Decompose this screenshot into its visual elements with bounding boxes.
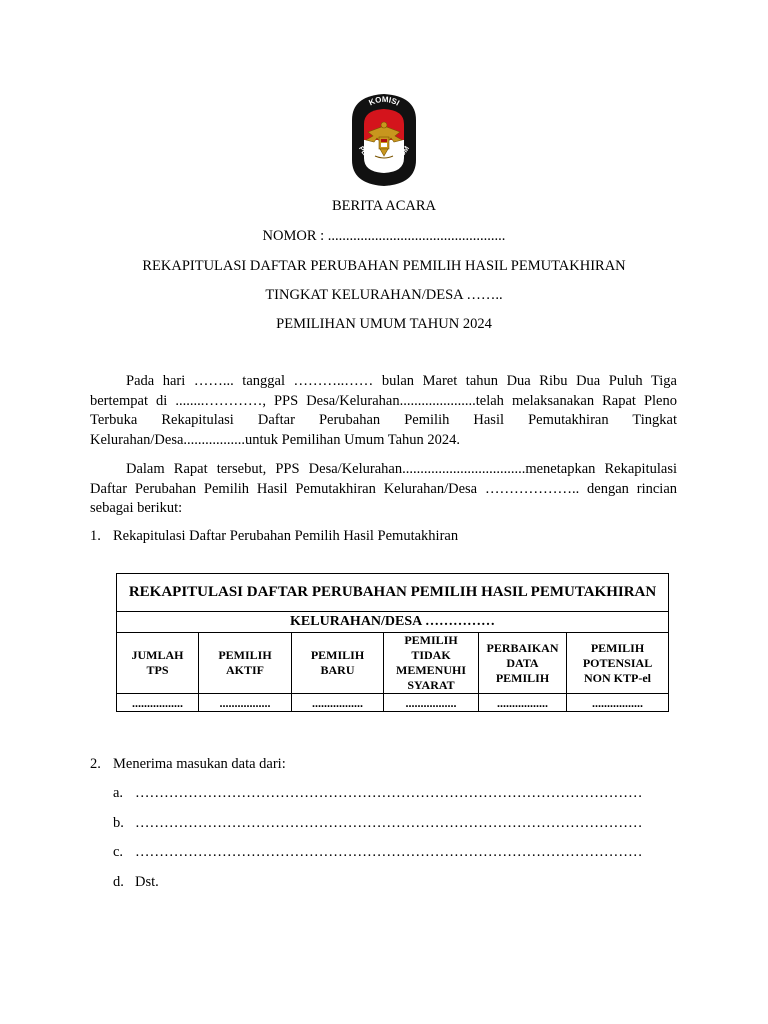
sub-item-b: b. ……………………………………………………………………………………………	[113, 815, 643, 831]
sub-item-a: a. ……………………………………………………………………………………………	[113, 785, 643, 801]
table-cell: .................	[479, 694, 567, 712]
column-header-pemilih-tms: PEMILIH TIDAK MEMENUHI SYARAT	[384, 633, 479, 694]
kpu-logo	[344, 90, 424, 190]
table-header-row	[117, 633, 669, 694]
doc-heading-line-1: REKAPITULASI DAFTAR PERUBAHAN PEMILIH HASIL PEMUTAKHIRAN	[142, 258, 626, 274]
paragraph-meeting	[90, 460, 677, 519]
list-item-1	[90, 527, 458, 546]
doc-heading-line-3: PEMILIHAN UMUM TAHUN 2024	[276, 316, 492, 332]
list-item-1-number: 1.	[90, 528, 101, 544]
column-header-pemilih-potensial: PEMILIH POTENSIAL NON KTP-el	[567, 633, 669, 694]
column-header-jumlah-tps: JUMLAH TPS	[117, 633, 199, 694]
table-cell: .................	[567, 694, 669, 712]
logo-bottom-text: PEMILIHAN UMUM	[357, 145, 412, 166]
list-item-2-text: Menerima masukan data dari:	[113, 756, 286, 772]
column-header-pemilih-aktif: PEMILIH AKTIF	[199, 633, 292, 694]
list-item-2	[90, 755, 286, 774]
doc-heading-line-2: TINGKAT KELURAHAN/DESA ……..	[265, 287, 503, 303]
paragraph-opening	[90, 372, 677, 450]
table-cell: .................	[199, 694, 292, 712]
table-cell: .................	[384, 694, 479, 712]
paragraph-opening-text: Pada hari ……... tanggal ………..…… bulan Maret tahun Dua Ribu Dua Puluh Tiga bertempat di ........…………, PPS Desa/Kelurahan.....................telah melaksanakan Rapat Pleno Terbuka Rekapitulasi Daftar Perubahan Pemilih Hasil Pemutakhiran Tingkat Kelurahan/Desa.................untuk Pemilihan Umum Tahun 2024.	[90, 373, 677, 448]
column-header-perbaikan-data: PERBAIKAN DATA PEMILIH	[479, 633, 567, 694]
sub-item-d: d. Dst.	[113, 874, 159, 890]
paragraph-meeting-text: Dalam Rapat tersebut, PPS Desa/Kelurahan..................................menetapkan Rekapitulasi Daftar Perubahan Pemilih Hasil Pemutakhiran Kelurahan/Desa ……………….. dengan rincian sebagai berikut:	[90, 461, 677, 516]
logo-top-text: KOMISI	[367, 94, 401, 108]
table-title: REKAPITULASI DAFTAR PERUBAHAN PEMILIH HASIL PEMUTAKHIRAN	[117, 574, 669, 612]
doc-title: BERITA ACARA	[332, 198, 436, 214]
table-cell: .................	[292, 694, 384, 712]
column-header-pemilih-baru: PEMILIH BARU	[292, 633, 384, 694]
doc-number: NOMOR : .................................................	[262, 228, 506, 244]
sub-item-c: c. ……………………………………………………………………………………………	[113, 844, 643, 860]
table-subtitle: KELURAHAN/DESA ……………	[117, 612, 669, 633]
table-row	[117, 694, 669, 712]
list-item-1-text: Rekapitulasi Daftar Perubahan Pemilih Hasil Pemutakhiran	[113, 528, 459, 544]
table-cell: .................	[117, 694, 199, 712]
recap-table	[116, 573, 669, 712]
list-item-2-number: 2.	[90, 756, 101, 772]
